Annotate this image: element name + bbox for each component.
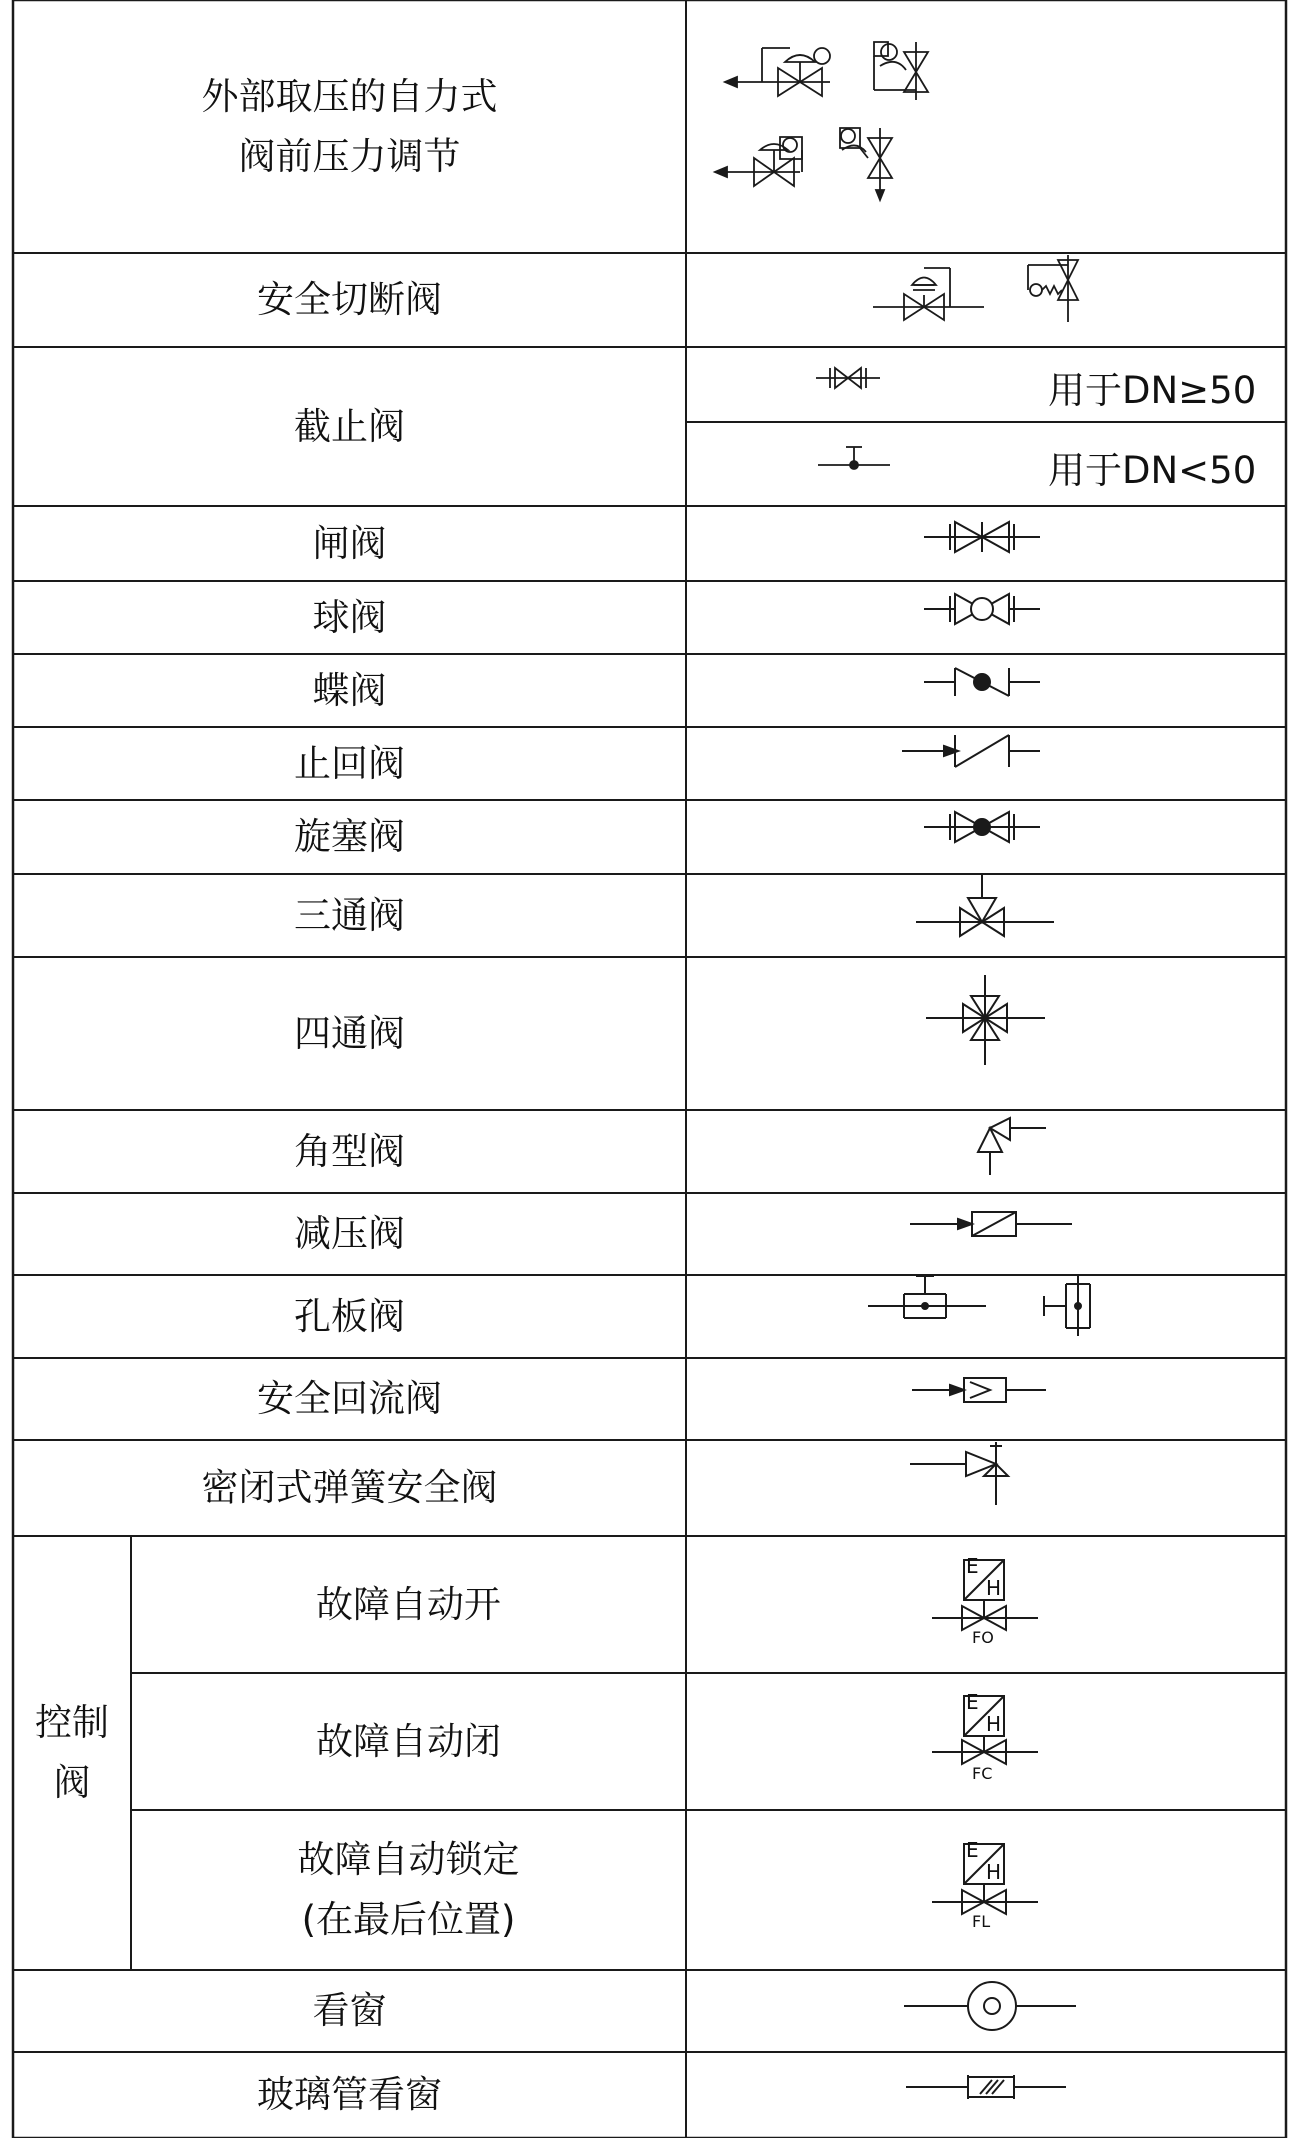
actuator-letter-top: E xyxy=(966,1690,979,1714)
row-label-butterfly: 蝶阀 xyxy=(312,668,387,712)
fail-closed-valve-icon xyxy=(932,1696,1038,1764)
fail-open-code: FO xyxy=(972,1628,994,1647)
four-way-valve-icon xyxy=(926,975,1045,1065)
actuator-letter-top: E xyxy=(966,1554,979,1578)
label-line: 外部取压的自力式 xyxy=(201,74,498,118)
row-label-glass-tube-sight: 玻璃管看窗 xyxy=(257,2073,442,2116)
label-line: 阀 xyxy=(53,1761,91,1804)
label-line: 故障自动锁定 xyxy=(297,1838,520,1881)
fail-open-valve-icon xyxy=(932,1560,1038,1630)
fail-locked-code: FL xyxy=(972,1912,991,1931)
row-label-self-operated xyxy=(13,0,686,253)
glass-tube-sight-glass-icon xyxy=(906,2075,1066,2099)
ball-valve-icon xyxy=(924,594,1040,624)
plug-valve-icon xyxy=(924,812,1040,842)
row-label-spring-safety: 密闭式弹簧安全阀 xyxy=(201,1466,498,1509)
row-label-angle: 角型阀 xyxy=(294,1129,405,1173)
row-label-safety-shutoff: 安全切断阀 xyxy=(257,278,442,321)
label-line: 阀前压力调节 xyxy=(238,134,461,178)
row-label-ball: 球阀 xyxy=(312,595,387,639)
row-label-globe: 截止阀 xyxy=(294,404,405,448)
three-way-valve-icon xyxy=(916,874,1054,936)
row-label-check: 止回阀 xyxy=(294,741,405,785)
row-label-four-way: 四通阀 xyxy=(294,1011,405,1055)
relief-return-valve-icon xyxy=(912,1378,1046,1402)
control-valve-group-label xyxy=(13,1536,131,1970)
label-line: (在最后位置) xyxy=(301,1898,516,1941)
row-label-three-way: 三通阀 xyxy=(294,893,405,937)
spring-safety-valve-icon xyxy=(910,1442,1008,1505)
row-label-pressure-reducing: 减压阀 xyxy=(294,1212,405,1255)
pressure-reducing-valve-icon xyxy=(910,1212,1072,1236)
globe-valve-icon xyxy=(816,368,890,469)
actuator-letter-bottom: H xyxy=(986,1712,1002,1736)
sight-glass-icon xyxy=(904,1982,1076,2030)
safety-shutoff-valve-icon xyxy=(873,255,1078,322)
globe-note-small: 用于DN<50 xyxy=(1048,449,1257,492)
butterfly-valve-icon xyxy=(924,668,1040,696)
check-valve-icon xyxy=(902,735,1040,767)
gate-valve-icon xyxy=(924,522,1040,552)
actuator-letter-bottom: H xyxy=(986,1860,1002,1884)
actuator-letter-top: E xyxy=(966,1838,979,1862)
self-operated-pressure-regulator-icon xyxy=(715,42,928,200)
row-label-fail-closed: 故障自动闭 xyxy=(316,1719,501,1763)
row-label-plug: 旋塞阀 xyxy=(294,815,405,858)
row-label-orifice: 孔板阀 xyxy=(294,1294,405,1338)
row-label-fail-locked xyxy=(131,1810,686,1970)
globe-note-large: 用于DN≥50 xyxy=(1048,369,1257,412)
row-label-relief-return: 安全回流阀 xyxy=(257,1377,442,1420)
fail-closed-code: FC xyxy=(972,1764,993,1783)
orifice-valve-icon xyxy=(868,1276,1090,1336)
label-line: 控制 xyxy=(35,1701,109,1744)
row-label-fail-open: 故障自动开 xyxy=(316,1582,501,1626)
fail-locked-valve-icon xyxy=(932,1844,1038,1914)
row-label-gate: 闸阀 xyxy=(312,521,387,565)
actuator-letter-bottom: H xyxy=(986,1576,1002,1600)
angle-valve-icon xyxy=(978,1118,1046,1175)
row-label-sight-glass: 看窗 xyxy=(312,1989,387,2032)
